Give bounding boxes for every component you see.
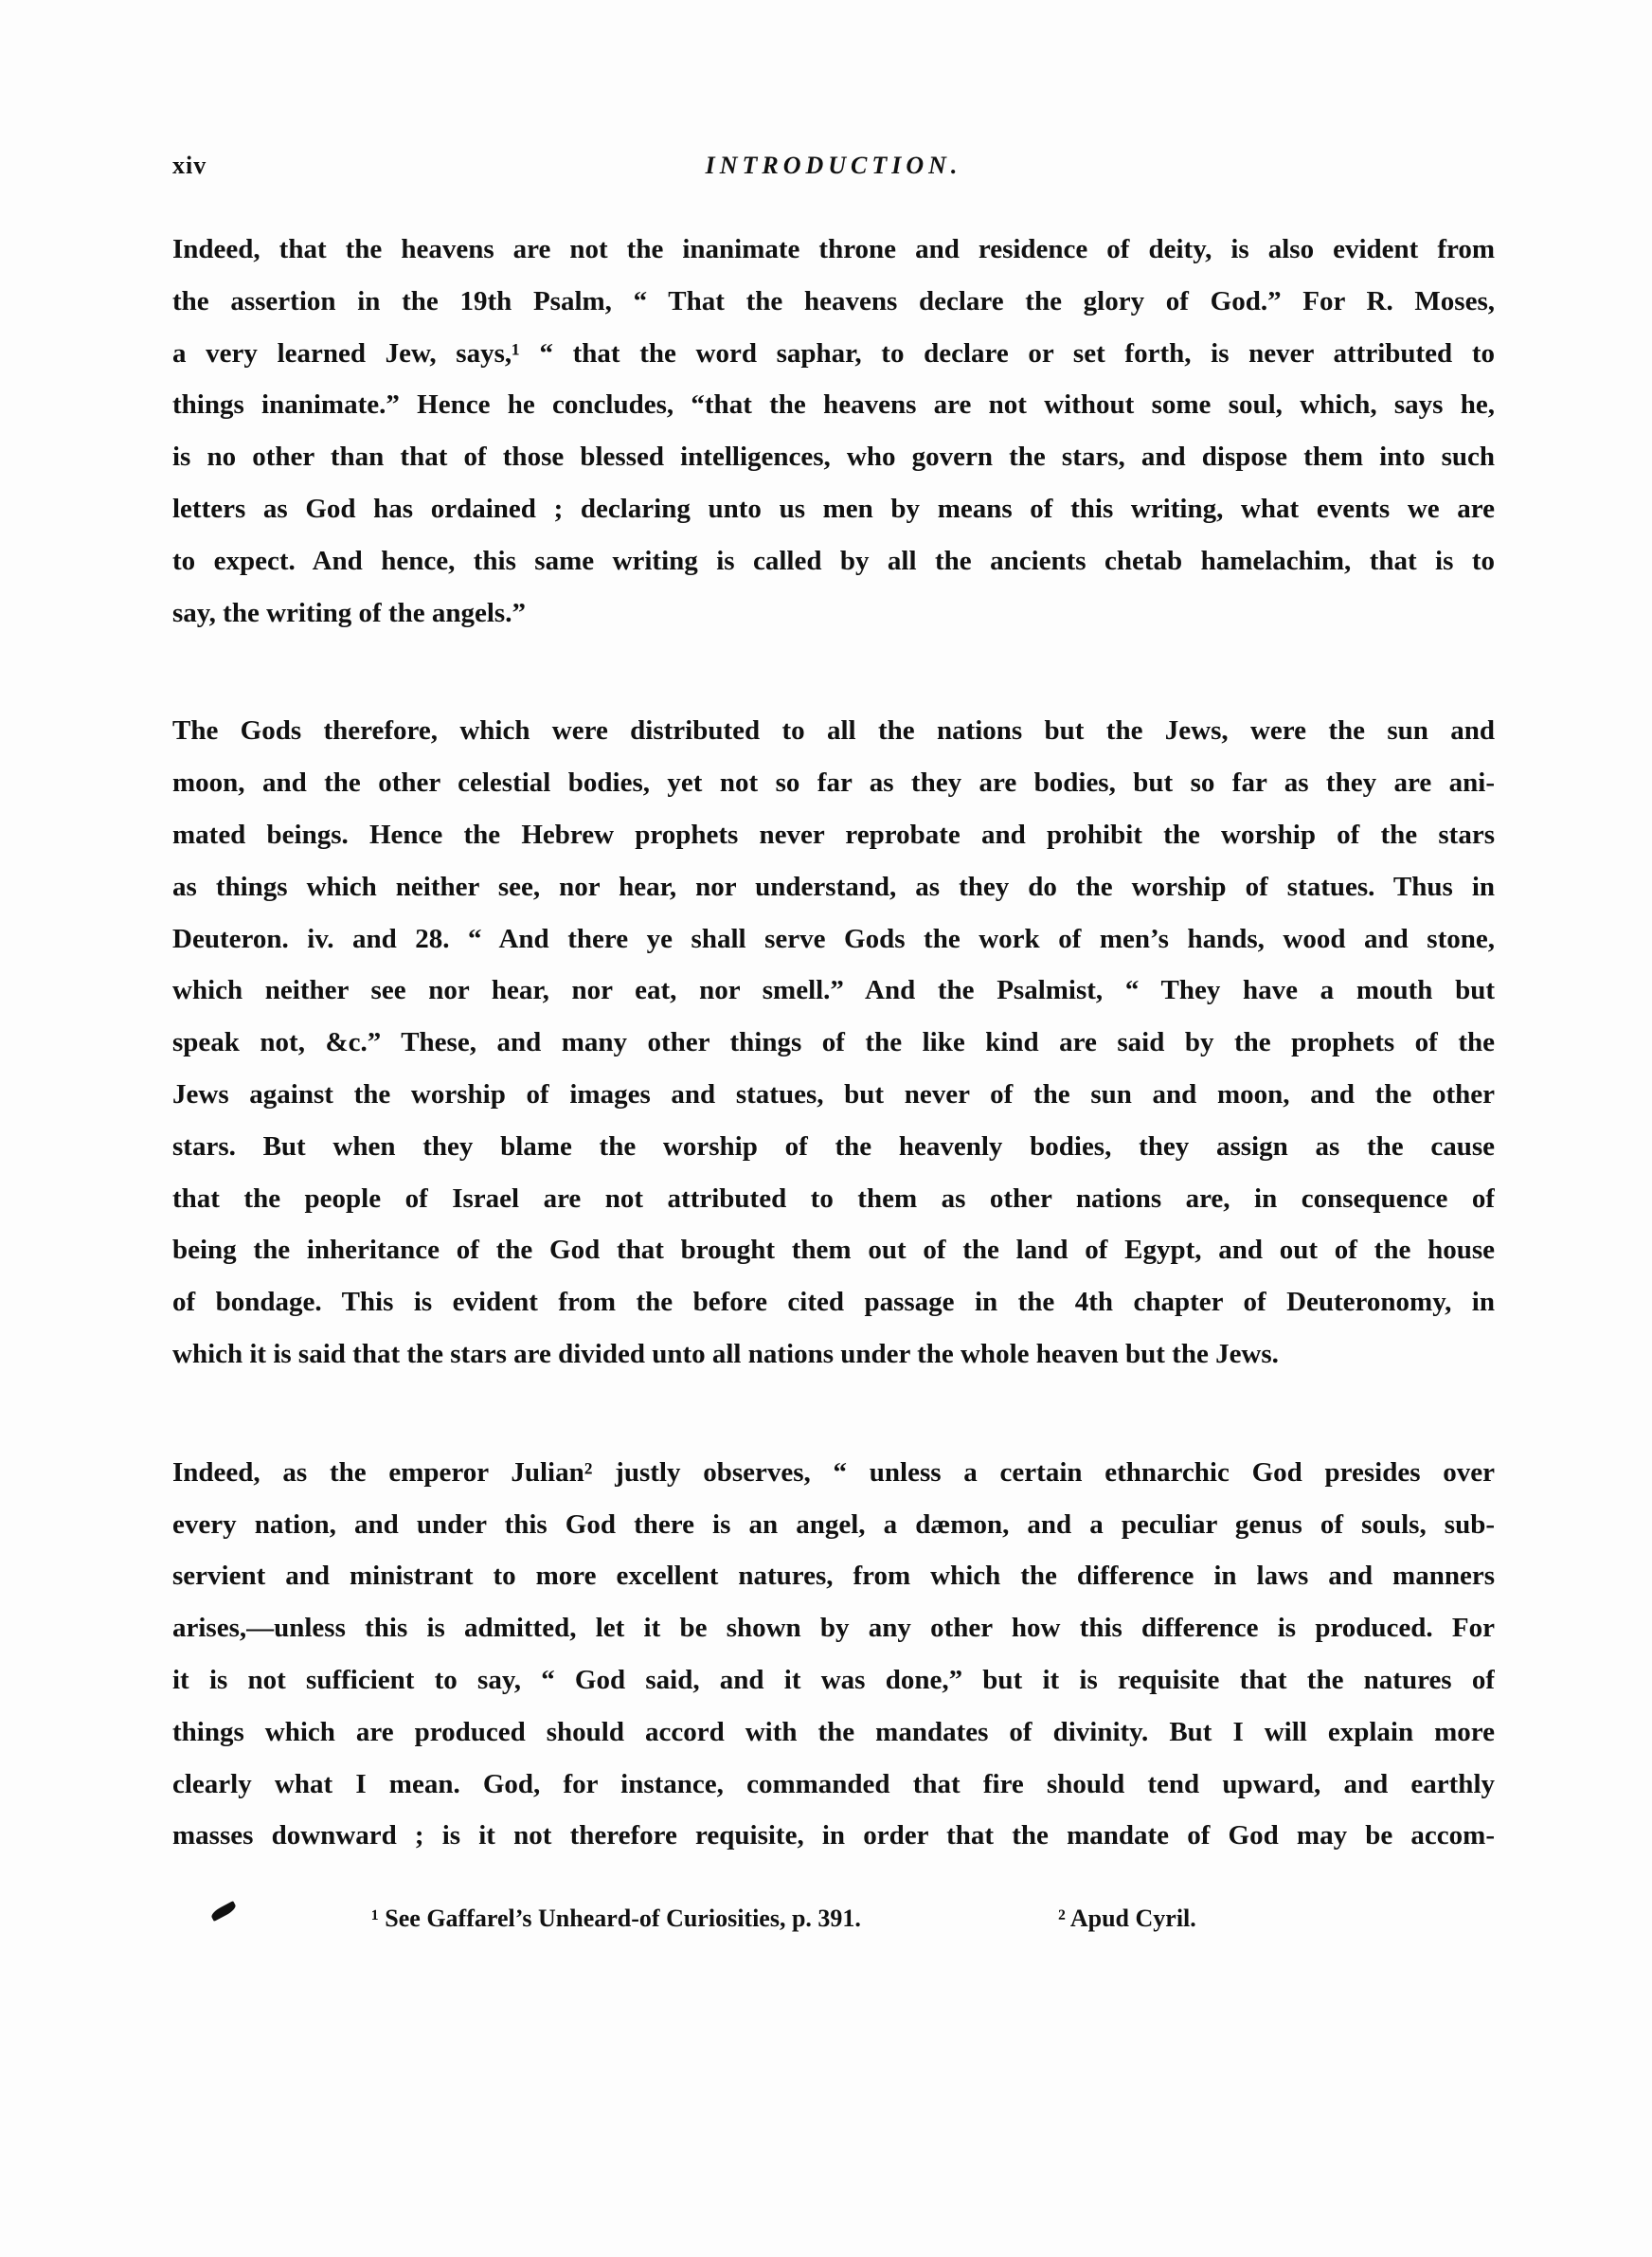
text-line: servient and ministrant to more excellent natures, from which the difference in laws and manners — [172, 1561, 1495, 1592]
text-line: of bondage. This is evident from the before cited passage in the 4th chapter of Deuteronomy, in — [172, 1287, 1495, 1318]
text-line: which neither see nor hear, nor eat, nor smell.” And the Psalmist, “ They have a mouth but — [172, 975, 1495, 1006]
footnote-1: ¹ See Gaffarel’s Unheard-of Curiosities, p. 391. — [371, 1905, 861, 1932]
text-line: letters as God has ordained ; declaring unto us men by means of this writing, what events we are — [172, 493, 1495, 524]
text-line: masses downward ; is it not therefore requisite, in order that the mandate of God may be accom- — [172, 1820, 1495, 1851]
paragraph-3 — [172, 1447, 1495, 1862]
text-line: say, the writing of the angels.” — [172, 597, 526, 628]
text-line: that the people of Israel are not attributed to them as other nations are, in consequence of — [172, 1183, 1495, 1214]
text-line: mated beings. Hence the Hebrew prophets never reprobate and prohibit the worship of the stars — [172, 819, 1495, 850]
text-line: a very learned Jew, says,¹ “ that the word saphar, to declare or set forth, is never attributed to — [172, 337, 1495, 369]
paragraph-2 — [172, 705, 1495, 1380]
text-line: The Gods therefore, which were distributed to all the nations but the Jews, were the sun and — [172, 715, 1495, 747]
text-line: every nation, and under this God there is an angel, a dæmon, and a peculiar genus of souls, sub- — [172, 1508, 1495, 1540]
body-text — [172, 224, 1495, 1928]
text-line: speak not, &c.” These, and many other things of the like kind are said by the prophets of the — [172, 1027, 1495, 1058]
text-line: arises,—unless this is admitted, let it be shown by any other how this difference is produced. For — [172, 1613, 1495, 1644]
text-line: to expect. And hence, this same writing is called by all the ancients chetab hamelachim, that is to — [172, 545, 1495, 576]
text-line: is no other than that of those blessed intelligences, who govern the stars, and dispose them into such — [172, 442, 1495, 473]
text-line: being the inheritance of the God that brought them out of the land of Egypt, and out of the house — [172, 1235, 1495, 1266]
text-line: as things which neither see, nor hear, nor understand, as they do the worship of statues. Thus in — [172, 871, 1495, 902]
text-line: it is not sufficient to say, “ God said, and it was done,” but it is requisite that the natures of — [172, 1664, 1495, 1695]
text-line: the assertion in the 19th Psalm, “ That the heavens declare the glory of God.” For R. Moses, — [172, 285, 1495, 316]
text-line: things inanimate.” Hence he concludes, “that the heavens are not without some soul, which, says he, — [172, 389, 1495, 421]
text-line: Deuteron. iv. and 28. “ And there ye shall serve Gods the work of men’s hands, wood and stone, — [172, 923, 1495, 954]
ink-mark-icon — [209, 1901, 237, 1922]
text-line: moon, and the other celestial bodies, yet not so far as they are bodies, but so far as they are ani- — [172, 767, 1495, 799]
footnotes — [172, 1905, 1495, 1942]
text-line: stars. But when they blame the worship of the heavenly bodies, they assign as the cause — [172, 1130, 1495, 1162]
footnote-2: ² Apud Cyril. — [1058, 1905, 1196, 1932]
text-line: clearly what I mean. God, for instance, commanded that fire should tend upward, and earthly — [172, 1768, 1495, 1799]
paragraph-1 — [172, 224, 1495, 639]
running-title: INTRODUCTION. — [705, 152, 962, 179]
page-number: xiv — [172, 152, 207, 179]
text-line: Indeed, as the emperor Julian² justly observes, “ unless a certain ethnarchic God presides over — [172, 1456, 1495, 1488]
text-line: Indeed, that the heavens are not the inanimate throne and residence of deity, is also evident from — [172, 234, 1495, 264]
running-head — [172, 152, 1495, 190]
text-line: Jews against the worship of images and statues, but never of the sun and moon, and the other — [172, 1078, 1495, 1110]
text-line: which it is said that the stars are divided unto all nations under the whole heaven but the Jews. — [172, 1338, 1279, 1369]
text-line: things which are produced should accord with the mandates of divinity. But I will explain more — [172, 1716, 1495, 1747]
